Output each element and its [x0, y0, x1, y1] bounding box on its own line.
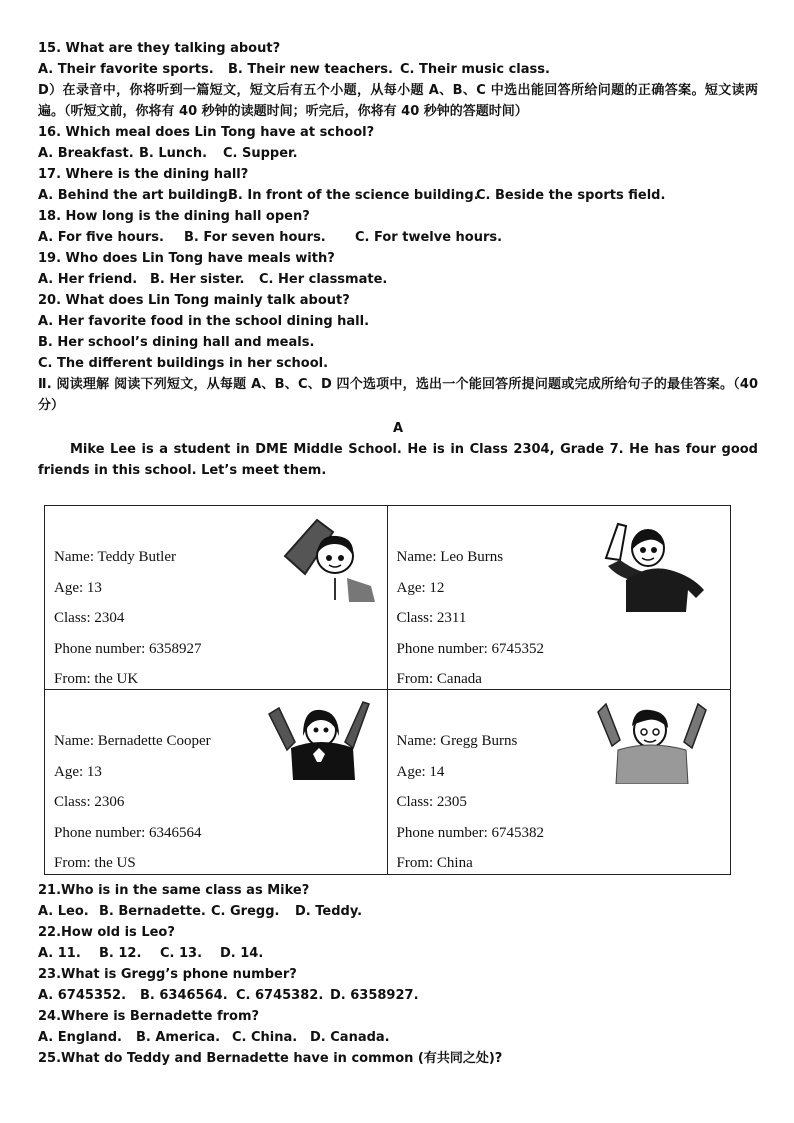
friend-card-gregg — [388, 690, 731, 874]
bernadette-picture — [263, 698, 375, 780]
question-19: 19. Who does Lin Tong have meals with? — [38, 251, 335, 266]
card-age: Age: 12 — [396, 579, 445, 596]
card-name: Name: Teddy Butler — [54, 549, 176, 565]
option-b: B. Her sister. — [150, 272, 245, 287]
question-20-option-c: C. The different buildings in her school. — [38, 356, 329, 371]
question-23-options — [38, 985, 758, 1006]
option-d: D. Canada. — [310, 1030, 390, 1045]
option-a: A. Her friend. — [38, 272, 138, 287]
option-b: B. Bernadette. — [99, 904, 206, 919]
question-22-options — [38, 943, 758, 964]
question-18-options — [38, 227, 758, 248]
card-name: Name: Leo Burns — [396, 549, 504, 565]
option-a: A. Leo. — [38, 904, 89, 919]
option-d: D. 6358927. — [330, 988, 419, 1003]
card-phone: Phone number: 6745352 — [396, 640, 544, 657]
question-19-options — [38, 269, 758, 290]
passage-intro: Mike Lee is a student in DME Middle School. He is in Class 2304, Grade 7. He has four good friends in this school. Let’s meet them. — [38, 442, 758, 478]
question-25: 25.What do Teddy and Bernadette have in common (有共同之处)? — [38, 1051, 503, 1066]
question-18: 18. How long is the dining hall open? — [38, 209, 310, 224]
question-20-option-a: A. Her favorite food in the school dining hall. — [38, 314, 370, 329]
friend-card-teddy — [45, 506, 388, 690]
card-phone: Phone number: 6358927 — [54, 640, 202, 657]
card-phone: Phone number: 6346564 — [54, 824, 202, 841]
question-21-options — [38, 901, 758, 922]
card-from: From: the UK — [54, 671, 139, 687]
option-a: A. England. — [38, 1030, 122, 1045]
question-16-options — [38, 143, 758, 164]
question-15: 15. What are they talking about? — [38, 41, 281, 56]
card-class: Class: 2304 — [54, 610, 125, 626]
option-a: A. 11. — [38, 946, 81, 961]
reading-section-instructions: Ⅱ. 阅读理解 阅读下列短文，从每题 A、B、C、D 四个选项中，选出一个能回答所提问题或完成所给句子的最佳答案。（40 分） — [38, 377, 758, 413]
option-b: B. In front of the science building. — [228, 188, 479, 203]
card-age: Age: 13 — [54, 763, 102, 780]
card-phone: Phone number: 6745382 — [396, 824, 544, 841]
option-a: A. Behind the art building. — [38, 188, 233, 203]
friend-card-bernadette — [45, 690, 388, 874]
card-class: Class: 2311 — [396, 610, 467, 626]
question-20-option-b: B. Her school’s dining hall and meals. — [38, 335, 315, 350]
option-b: B. Lunch. — [139, 146, 208, 161]
option-c: C. For twelve hours. — [355, 230, 503, 245]
listening-section — [38, 38, 758, 481]
option-c: C. China. — [232, 1030, 298, 1045]
question-17-options — [38, 185, 758, 206]
option-a: A. Their favorite sports. — [38, 62, 214, 77]
option-c: C. 6745382. — [236, 988, 324, 1003]
friend-card-leo — [388, 506, 731, 690]
passage-label: A — [392, 421, 404, 436]
question-20: 20. What does Lin Tong mainly talk about? — [38, 293, 350, 308]
option-c: C. Gregg. — [211, 904, 280, 919]
question-15-options — [38, 59, 758, 80]
leo-picture — [600, 520, 720, 612]
option-c: C. Supper. — [223, 146, 298, 161]
card-from: From: China — [396, 855, 473, 871]
question-22: 22.How old is Leo? — [38, 925, 175, 940]
section-d-instructions: D）在录音中，你将听到一篇短文，短文后有五个小题，从每小题 A、B、C 中选出能回答所给问题的正确答案。短文读两遍。（听短文前，你将有 40 秒钟的读题时间；听完后，你将有 40 秒钟的答题时间） — [38, 83, 758, 119]
option-c: C. Her classmate. — [259, 272, 388, 287]
option-b: B. 6346564. — [140, 988, 228, 1003]
card-from: From: the US — [54, 855, 136, 871]
option-b: B. For seven hours. — [184, 230, 326, 245]
question-21: 21.Who is in the same class as Mike? — [38, 883, 310, 898]
gregg-picture — [592, 696, 712, 784]
card-from: From: Canada — [396, 671, 482, 687]
option-c: C. 13. — [160, 946, 203, 961]
option-b: B. Their new teachers. — [228, 62, 393, 77]
card-name: Name: Gregg Burns — [396, 733, 518, 749]
option-b: B. 12. — [99, 946, 142, 961]
option-a: A. For five hours. — [38, 230, 164, 245]
option-c: C. Beside the sports field. — [476, 188, 666, 203]
option-a: A. Breakfast. — [38, 146, 134, 161]
reading-questions — [38, 880, 758, 1069]
card-class: Class: 2305 — [396, 794, 467, 810]
card-class: Class: 2306 — [54, 794, 125, 810]
option-c: C. Their music class. — [400, 62, 550, 77]
option-b: B. America. — [136, 1030, 221, 1045]
question-24-options — [38, 1027, 758, 1048]
option-d: D. Teddy. — [295, 904, 363, 919]
question-16: 16. Which meal does Lin Tong have at school? — [38, 125, 375, 140]
card-age: Age: 14 — [396, 763, 445, 780]
option-a: A. 6745352. — [38, 988, 127, 1003]
question-24: 24.Where is Bernadette from? — [38, 1009, 260, 1024]
option-d: D. 14. — [220, 946, 264, 961]
question-23: 23.What is Gregg’s phone number? — [38, 967, 297, 982]
question-17: 17. Where is the dining hall? — [38, 167, 249, 182]
friends-table — [44, 505, 731, 875]
card-name: Name: Bernadette Cooper — [54, 733, 211, 749]
card-age: Age: 13 — [54, 579, 102, 596]
teddy-picture — [277, 514, 387, 604]
